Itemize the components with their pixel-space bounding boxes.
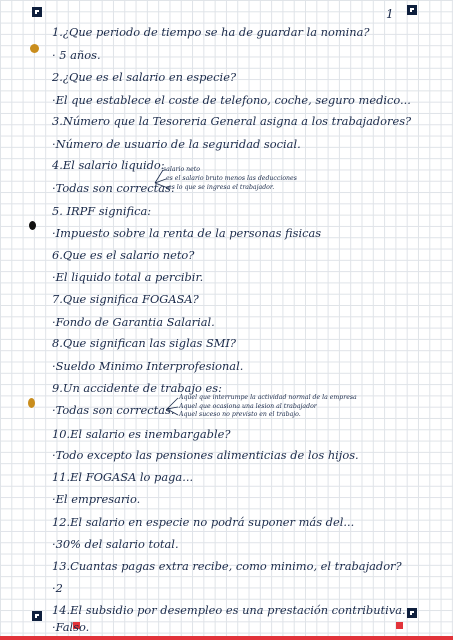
question-4: 4.El salario liquido: xyxy=(52,158,165,172)
corner-marker-top-left xyxy=(32,7,42,17)
question-14: 14.El subsidio por desempleo es una prestación contributiva. xyxy=(52,603,406,617)
red-marker-right xyxy=(396,622,403,629)
question-12: 12.El salario en especie no podrá suponer más del... xyxy=(52,515,355,529)
note-q4-3: es lo que se ingresa el trabajador. xyxy=(168,184,275,191)
answer-12: ·30% del salario total. xyxy=(52,537,179,551)
note-q9-2: Aquel que ocasiona una lesion al trabajador xyxy=(179,403,317,410)
binder-hole-dot xyxy=(28,398,35,408)
note-q4-1: salario neto xyxy=(163,166,201,173)
answer-8: ·Sueldo Minimo Interprofesional. xyxy=(52,359,244,373)
answer-3: ·Número de usuario de la seguridad social. xyxy=(52,137,301,151)
question-9: 9.Un accidente de trabajo es: xyxy=(52,381,222,395)
answer-13: ·2 xyxy=(52,581,63,595)
question-2: 2.¿Que es el salario en especie? xyxy=(52,70,237,84)
question-5: 5. IRPF significa: xyxy=(52,204,152,218)
answer-7: ·Fondo de Garantia Salarial. xyxy=(52,315,215,329)
note-q4-2: es el salario bruto menos las deducciones xyxy=(166,175,297,182)
answer-5: ·Impuesto sobre la renta de la personas fisicas xyxy=(52,226,322,240)
binder-hole-dot xyxy=(29,221,36,230)
binder-hole-dot xyxy=(30,44,39,53)
answer-14: ·Falso. xyxy=(52,620,90,634)
question-6: 6.Que es el salario neto? xyxy=(52,248,195,262)
question-10: 10.El salario es inembargable? xyxy=(52,427,231,441)
question-8: 8.Que significan las siglas SMI? xyxy=(52,336,237,350)
answer-1: · 5 años. xyxy=(52,48,101,62)
answer-11: ·El empresario. xyxy=(52,492,141,506)
note-q9-3: Aquel suceso no previsto en el trabajo. xyxy=(179,411,301,418)
corner-marker-bottom-left xyxy=(32,611,42,621)
corner-marker-bottom-right xyxy=(407,608,417,618)
question-1: 1.¿Que periodo de tiempo se ha de guardar la nomina? xyxy=(52,25,370,39)
question-7: 7.Que significa FOGASA? xyxy=(52,292,199,306)
answer-6: ·El liquido total a percibir. xyxy=(52,270,204,284)
answer-9: ·Todas son correctas. xyxy=(52,403,175,417)
answer-4: ·Todas son correctas. xyxy=(52,181,175,195)
question-13: 13.Cuantas pagas extra recibe, como minimo, el trabajador? xyxy=(52,559,402,573)
answer-2: ·El que establece el coste de telefono, coche, seguro medico... xyxy=(52,93,411,107)
page-bottom-strip xyxy=(0,636,453,640)
answer-10: ·Todo excepto las pensiones alimenticias de los hijos. xyxy=(52,448,359,462)
question-11: 11.El FOGASA lo paga... xyxy=(52,470,194,484)
page-number: 1 xyxy=(386,7,394,21)
corner-marker-top-right xyxy=(407,5,417,15)
note-q9-1: Aquel que interrumpe la actividad normal de la empresa xyxy=(179,394,357,401)
question-3: 3.Número que la Tesoreria General asigna a los trabajadores? xyxy=(52,114,412,128)
